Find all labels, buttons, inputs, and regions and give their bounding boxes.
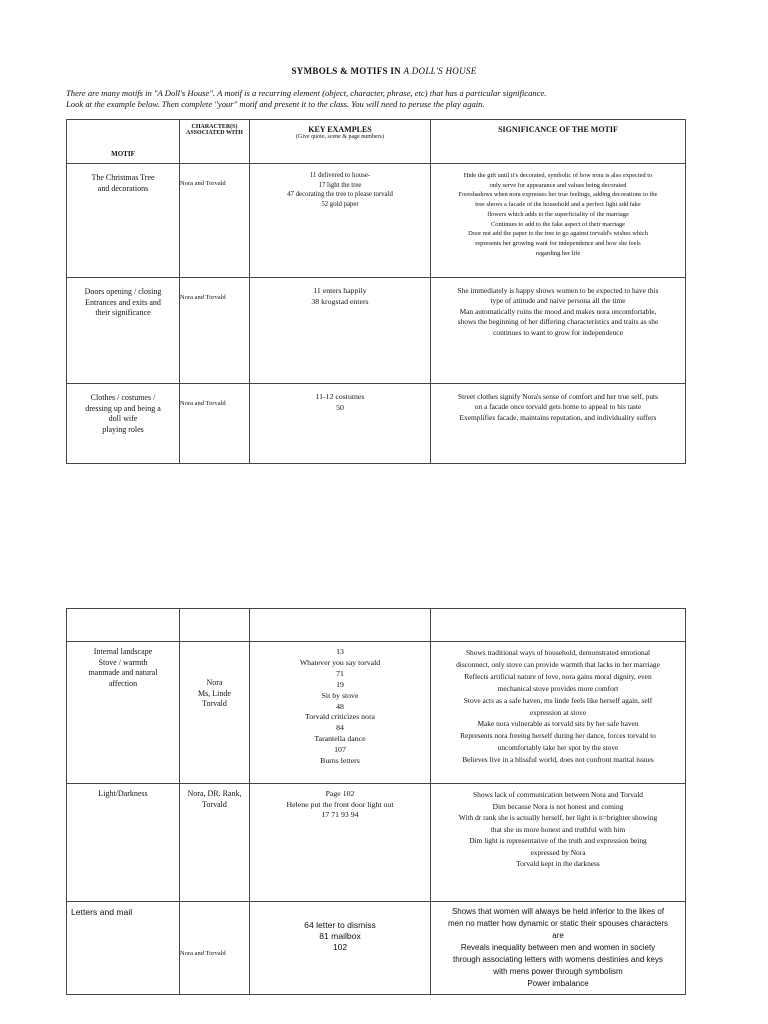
table-header-row [67,609,686,642]
motif-table-1 [66,119,686,464]
table-row [67,642,686,784]
examples-cell: 11-12 costumes 50 [250,384,431,464]
significance-cell: Shows that women will always be held inferior to the likes of men no matter how dynamic or static their spouses characters are Reveals inequality between men and women in society through associating letters with womens destinies and keys with mens power through symbolism Power imbalance [431,902,686,995]
title-play-name: A DOLL'S HOUSE [403,66,477,76]
examples-cell: Page 102 Helene put the front door light out 17 71 93 94 [250,784,431,902]
significance-cell: Street clothes signify Nora's sense of comfort and her true self, puts on a facade once torvald gets home to appeal to his taste Exemplifies facade, maintains reputation, and individuality suffers [431,384,686,464]
table-row [67,164,686,278]
examples-cell: 11 enters happily 38 krogstad enters [250,278,431,384]
significance-cell: Hide the gift until it's decorated, symbolic of how nora is also expected to only serve for appearance and values being decorated Foreshadows when nora expresses her true feelings, adding decorations to the tree shows a facade of the household and a perfect light add fake flowers which adds to the superficiality of the marriage Continues to add to the fake aspect of their marriage Door not add the paper to the tree to go against torvald's wishes which represents her growing want for independence and how she feels regarding her life [431,164,686,278]
characters-cell: Nora and Torvald [180,384,250,464]
table-row [67,278,686,384]
intro-line-1: There are many motifs in "A Doll's House". A motif is a recurring element (object, character, phrase, etc) that has a particular significance. [66,88,547,98]
characters-cell: Nora Ms, Linde Torvald [180,642,250,784]
header-significance: SIGNIFICANCE OF THE MOTIF [431,120,686,164]
empty-header-cell [431,609,686,642]
motif-cell: Doors opening / closing Entrances and exits and their significance [67,278,180,384]
table-row [67,902,686,995]
empty-header-cell [250,609,431,642]
significance-cell: Shows traditional ways of household, demonstrated emotional disconnect, only stove can provide warmth that lacks in her marriage Reflects artificial nature of love, nora gains moral dignity, even mechanical stove provides more comfort Stove acts as a safe haven, ms linde feels like herself again, self expression at stove Make nora vulnerable as torvald sits by her safe haven Represents nora freeing herself during her dance, forces torvald to uncomfortably take her spot by the stove Believes live in a blissful world, does not confront marital issues [431,642,686,784]
motif-cell: The Christmas Tree and decorations [67,164,180,278]
header-key-examples: KEY EXAMPLES (Give quote, scene & page numbers) [250,120,431,164]
motif-cell: Clothes / costumes / dressing up and being a doll wife playing roles [67,384,180,464]
significance-cell: Shows lack of communication between Nora and Torvald Dim because Nora is not honest and coming With dr rank she is actually herself, her light is n=brighter showing that she us more honest and truthful with him Dim light is representative of the truth and expression being expressed by Nora Torvald kept in the darkness [431,784,686,902]
motif-table-2 [66,608,686,995]
characters-cell: Nora and Torvald [180,164,250,278]
intro-line-2: Look at the example below. Then complete "your" motif and present it to the class. You will need to peruse the play again. [66,99,485,109]
title-prefix: SYMBOLS & MOTIFS IN [291,66,401,76]
header-characters: CHARACTER(S) ASSOCIATED WITH [180,120,250,164]
examples-cell: 11 delivered to house- 17 light the tree 47 decorating the tree to please torvald 52 gold paper [250,164,431,278]
page-title [0,66,768,76]
intro-text [66,88,696,110]
motif-cell: Letters and mail [67,902,180,995]
header-motif: MOTIF [67,120,180,164]
motif-cell: Light/Darkness [67,784,180,902]
examples-cell: 13 Whatever you say torvald 71 19 Sit by stove 48 Torvald criticizes nora 84 Tarantella dance 107 Burns letters [250,642,431,784]
table-row [67,784,686,902]
table-header-row [67,120,686,164]
motif-cell: Internal landscape Stove / warmth manmade and natural affection [67,642,180,784]
characters-cell: Nora and Torvald [180,278,250,384]
characters-cell: Nora and Torvald [180,902,250,995]
empty-header-cell [180,609,250,642]
examples-cell: 64 letter to dismiss 81 mailbox 102 [250,902,431,995]
significance-cell: She immediately is happy shows women to be expected to have this type of attitude and naive persona all the time Man automatically ruins the mood and makes nora uncomfortable, shows the beginning of her differing characteristics and traits as she continues to want to grow for independence [431,278,686,384]
characters-cell: Nora, DR. Rank, Torvald [180,784,250,902]
empty-header-cell [67,609,180,642]
table-row [67,384,686,464]
